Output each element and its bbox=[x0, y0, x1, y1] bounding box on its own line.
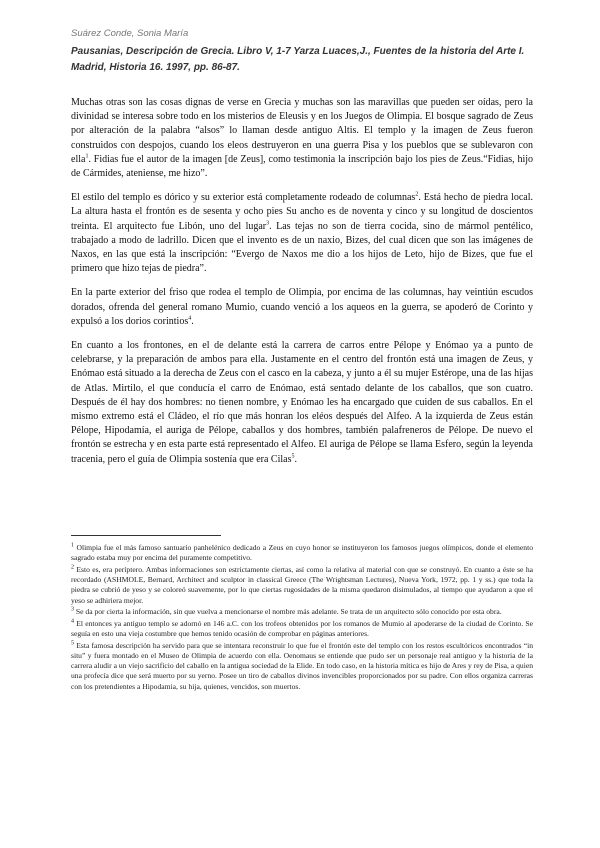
footnote bbox=[71, 607, 533, 617]
paragraph bbox=[71, 339, 533, 467]
paragraph bbox=[71, 191, 533, 276]
source-citation: Pausanias, Descripción de Grecia. Libro V, 1-7 Yarza Luaces,J., Fuentes de la historia del Arte I. Madrid, Historia 16. 1997, pp. 86-87. bbox=[71, 46, 525, 73]
footnote-number: 5 bbox=[71, 640, 74, 647]
text-run: . Las tejas no son de tierra cocida, sino de mármol pentélico, trabajado a modo de ladrillo. Dicen que el invento es de un naxio, Bizes, del cual dicen que son las imágenes de Naxos, en las que está la inscripción: “Evergo de Naxos me dio a los hijos de Leto, hijo de Bizes, que fue el primero que hizo tejas de piedra”. bbox=[71, 220, 533, 275]
footnote-text: Olimpia fue el más famoso santuario panhelénico dedicado a Zeus en cuyo honor se instituyeron los famosos juegos olímpicos, donde el elemento sagrado estaba muy por encima del puramente competitivo. bbox=[71, 543, 533, 563]
footnote-ref: 1 bbox=[85, 153, 89, 160]
main-text bbox=[71, 96, 533, 477]
footnote-ref: 5 bbox=[291, 453, 295, 460]
footnote-text: Esto es, era períptero. Ambas informaciones son estrictamente ciertas, así como la relativa al material con que se construyó. En cuanto a éste se ha recordado (ASHMOLE, Bernard, Architect and sculptor in classical Greece (The Wrightsman Lectures), Nueva York, 1972, pp. 1 y ss.) que toda la piedra se cubrió de yeso y se coloreó suavemente, por lo que ciertas rugosidades de la misma quedaron disimulados, al tiempo que ayudaron a que el yeso se adhiriera mejor. bbox=[71, 564, 533, 605]
text-run: . Está hecho de piedra local. La altura hasta el frontón es de sesenta y ocho pies Su ancho es de noventa y cinco y su longitud de doscientos treinta. El arquitecto fue Libón, uno del lugar bbox=[71, 192, 533, 232]
paragraph bbox=[71, 286, 533, 329]
paragraph bbox=[71, 96, 533, 181]
footnote-divider bbox=[71, 535, 221, 536]
footnote bbox=[71, 543, 533, 563]
footnote-ref: 3 bbox=[266, 220, 270, 227]
footnote-number: 1 bbox=[71, 542, 74, 549]
footnote-text: El entonces ya antiguo templo se adornó en 146 a.C. con los trofeos obtenidos por los romanos de Mumio al apoderarse de la ciudad de Corinto. Se seguía en esto una vieja costumbre que hemos tenido ocasión de comprobar en páginas anteriores. bbox=[71, 618, 533, 639]
footnote bbox=[71, 619, 533, 639]
footnotes bbox=[71, 543, 533, 693]
footnote-text: Esta famosa descripción ha servido para que se intentara reconstruir lo que fue el frontón este del templo con los restos escultóricos encontrados “in situ” y fuera montado en el Museo de Olimpia de acuerdo con ella. Oenomaus se entiende que pudo ser un personaje real antiguo y la historia de la carrera aludir a un viejo sacrificio del caballo en la antigua sociedad de la Elide. En todo caso, en la historia mítica es hijo de Ares y rey de Pisa, a quien una profecía dice que será muerto por su yerno. Posee un tiro de caballos divinos invencibles proporcionados por su padre. Con ellos organiza carreras con los pretendientes a Hipodamia, su hija, quienes, vencidos, son muertos. bbox=[71, 640, 534, 691]
text-run: En cuanto a los frontones, en el de delante está la carrera de carros entre Pélope y Enómao ya a punto de celebrarse, y la preparación de ambos para ella. Justamente en el centro del frontón está una imagen de Zeus, y Enómao está situado a la derecha de Zeus con el casco en la cabeza, y junto a él su mujer Estérope, una de las hijas de Atlas. Mirtilo, el que conducía el carro de Enómao, está sentado delante de los caballos, que son cuatro. Después de él hay dos hombres: no tienen nombre, y Enómao les ha encargado que cuiden de sus caballos. En el mismo extremo está el Cládeo, el río que más honran los eléos después del Alfeo. A la izquierda de Zeus están Pélope, Hipodamía, el auriga de Pélope, caballos y dos hombres, también palafreneros de Pélope. De nuevo el frontón se estrecha y en esta parte está representado el Alfeo. El auriga de Pélope se llama Esfero, según la leyenda tracenia, pero el guía de Olimpia sostenía que era Cilas bbox=[71, 340, 533, 465]
footnote bbox=[71, 641, 533, 692]
footnote-text: Se da por cierta la información, sin que vuelva a mencionarse el nombre más adelante. Se trata de un arquitecto sólo conocido por esta obra. bbox=[75, 607, 502, 617]
text-run: El estilo del templo es dórico y su exterior está completamente rodeado de columnas bbox=[71, 192, 416, 204]
footnote-ref: 4 bbox=[188, 315, 192, 322]
footnote-number: 2 bbox=[71, 564, 74, 571]
author-name: Suárez Conde, Sonia María bbox=[71, 28, 189, 39]
text-run: En la parte exterior del friso que rodea el templo de Olimpia, por encima de las columnas, hay veintiún escudos dorados, ofrenda del general romano Mumio, cuando venció a los aqueos en la guerra, se apoderó de Corinto y expulsó a los dorios corintios bbox=[71, 287, 533, 327]
text-run: Muchas otras son las cosas dignas de verse en Grecia y muchas son las maravillas que pueden ser oídas, pero la divinidad se interesa sobre todo en los misterios de Eleusis y en los Juegos de Olimpia. El bosque sagrado de Zeus por alteración de la palabra “alsos” lo llaman desde antiguo Altis. El templo y la imagen de Zeus fueron construidos con despojos, cuando los eleos destruyeron en una guerra Pisa y los pueblos que se sublevaron con ella bbox=[71, 97, 533, 165]
footnote bbox=[71, 565, 533, 606]
text-run: . Fidias fue el autor de la imagen [de Zeus], como testimonia la inscripción bajo los pies de Zeus.“Fidias, hijo de Cármides, ateniense, me hizo”. bbox=[71, 153, 533, 180]
text-run: . bbox=[191, 315, 194, 327]
footnote-number: 3 bbox=[71, 606, 74, 613]
footnote-ref: 2 bbox=[415, 191, 419, 198]
text-run: . bbox=[294, 453, 297, 465]
footnote-number: 4 bbox=[71, 618, 74, 625]
